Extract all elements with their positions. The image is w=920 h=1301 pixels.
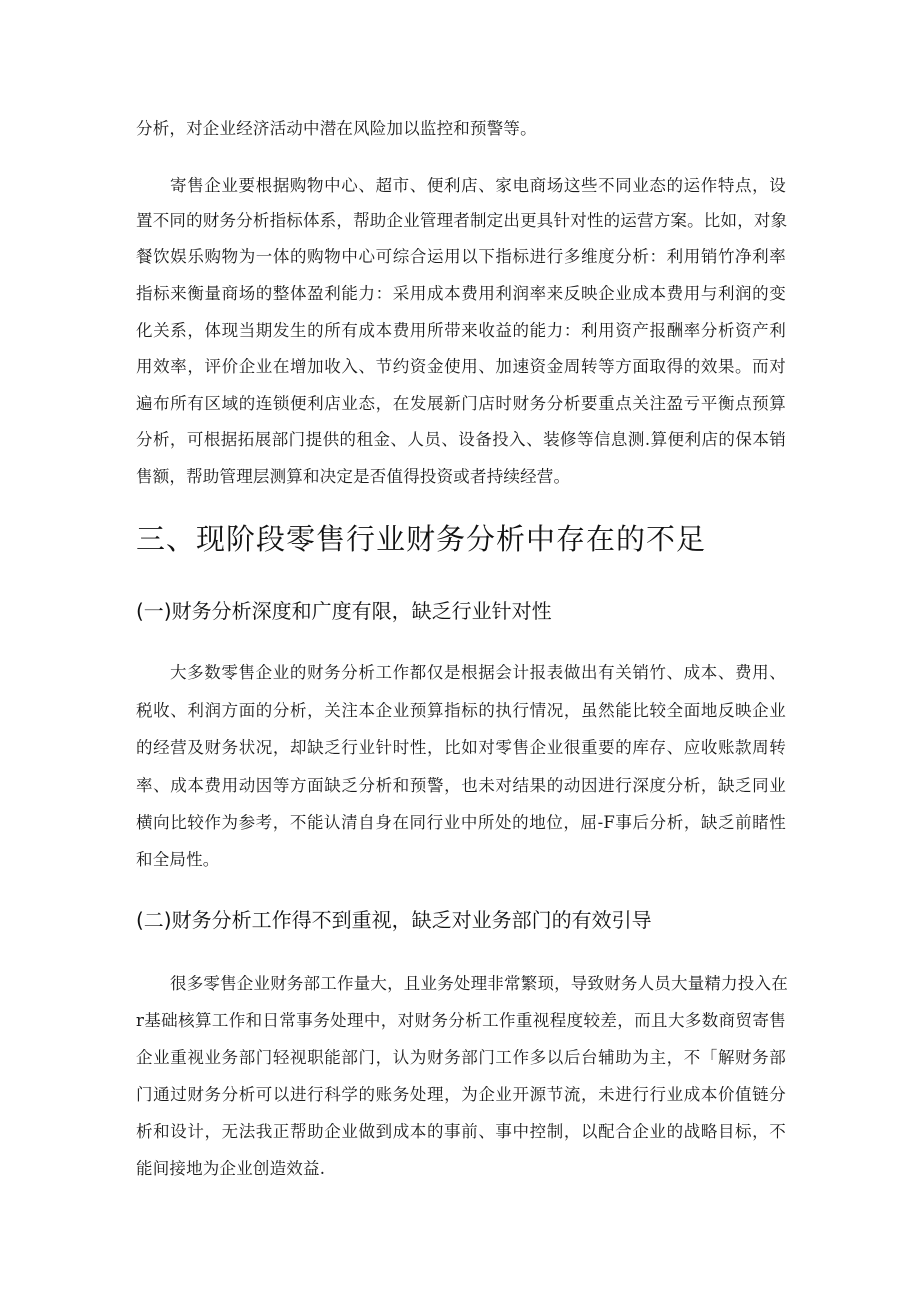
paragraph-line: 分析，可根据拓展部门提供的租金、人员、设备投入、装修等信息测.算便利店的保本销 bbox=[136, 430, 786, 449]
subsection-heading: (二)财务分析工作得不到重视，缺乏对业务部门的有效引导 bbox=[136, 908, 652, 932]
paragraph-line: 的经营及财务状况，却缺乏行业针时性，比如对零售企业很重要的库存、应收账款周转 bbox=[136, 738, 786, 757]
paragraph-line: 餐饮娱乐购物为一体的购物中心可综合运用以下指标进行多维度分析：利用销竹净利率 bbox=[136, 247, 786, 266]
paragraph-line: 横向比较作为参考，不能认清自身在同行业中所处的地位，屈-F事后分析，缺乏前睹性 bbox=[136, 813, 786, 832]
section-heading: 三、现阶段零售行业财务分析中存在的不足 bbox=[136, 522, 707, 556]
paragraph-line: 指标来衡量商场的整体盈利能力：采用成本费用利润率来反映企业成本费用与利润的变 bbox=[136, 284, 786, 303]
paragraph-line: 大多数零售企业的财务分析工作都仅是根据会计报表做出有关销竹、成本、费用、 bbox=[170, 663, 786, 682]
paragraph-line: 企业重视业务部门轻视职能部门，认为财务部门工作多以后台辅助为主，不「解财务部 bbox=[136, 1048, 786, 1067]
paragraph-line: 税收、利润方面的分析，关注本企业预算指标的执行情况，虽然能比较全面地反映企业 bbox=[136, 701, 786, 720]
paragraph-line: 分析，对企业经济活动中潜在风险加以监控和预警等。 bbox=[136, 119, 537, 138]
paragraph-line: 门通过财务分析可以进行科学的账务处理，为企业开源节流，未进行行业成本价值链分 bbox=[136, 1085, 786, 1104]
paragraph-line: 售额，帮助管理层测算和决定是否值得投资或者持续经营。 bbox=[136, 467, 571, 486]
paragraph-line: 能间接地为企业创造效益. bbox=[136, 1159, 326, 1178]
paragraph-line: 用效率，评价企业在增加收入、节约资金使用、加速资金周转等方面取得的效果。而对 bbox=[136, 357, 786, 376]
subsection-heading: (一)财务分析深度和广度有限，缺乏行业针对性 bbox=[136, 599, 552, 623]
paragraph-line: 遍布所有区域的连锁便利店业态，在发展新门店时财务分析要重点关注盈亏平衡点预算 bbox=[136, 394, 786, 413]
paragraph-line: 很多零售企业财务部工作量大，且业务处理非常繁顼，导致财务人员大量精力投入在 bbox=[170, 974, 788, 993]
paragraph-line: 和全局性。 bbox=[136, 850, 220, 869]
paragraph-line: r基础核算工作和日常事务处理中，对财务分析工作重视程度较差，而且大多数商贸寄售 bbox=[136, 1011, 786, 1030]
paragraph-line: 寄售企业要根据购物中心、超市、便利店、家电商场这些不同业态的运作特点，设 bbox=[170, 176, 786, 195]
paragraph-line: 置不同的财务分析指标体系，帮助企业管理者制定出更具针对性的运营方案。比如，对象 bbox=[136, 211, 788, 230]
paragraph-line: 率、成本费用动因等方面缺乏分析和预警，也未对结果的动因进行深度分析，缺乏同业 bbox=[136, 776, 786, 795]
paragraph-line: 化关系，体现当期发生的所有成本费用所带来收益的能力：利用资产报酬率分析资产利 bbox=[136, 321, 786, 340]
paragraph-line: 析和设计，无法我正帮助企业做到成本的事前、事中控制，以配合企业的战略目标，不 bbox=[136, 1122, 786, 1141]
